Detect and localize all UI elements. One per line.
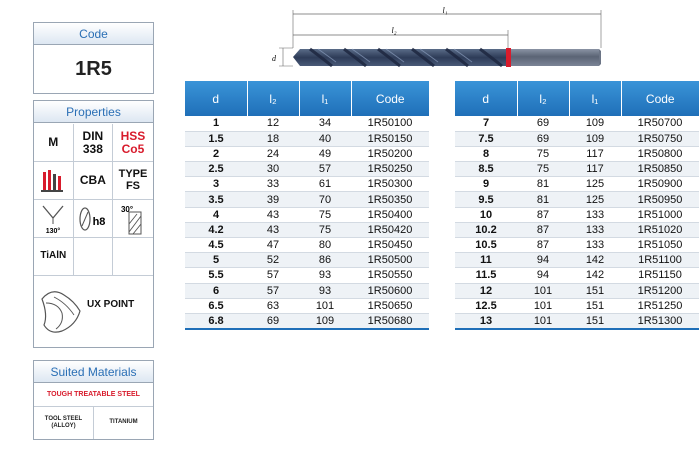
properties-panel (33, 100, 154, 348)
header-code: Code (621, 81, 699, 116)
cell-code: 1R50420 (351, 222, 429, 237)
cell-d: 10 (455, 207, 517, 222)
point-angle-icon (34, 200, 74, 238)
cell-d: 9.5 (455, 192, 517, 207)
type-line2: FS (125, 179, 140, 192)
header-l1: l₁ (569, 81, 621, 116)
cell-l2: 87 (517, 222, 569, 237)
cell-l1: 70 (299, 192, 351, 207)
cell-l1: 133 (569, 238, 621, 253)
cell-l2: 81 (517, 177, 569, 192)
table-row (185, 253, 429, 268)
l1-label: l₁ (442, 6, 448, 15)
properties-grid (34, 124, 153, 276)
cell-code: 1R50700 (621, 116, 699, 131)
code-panel (33, 22, 154, 94)
cell-code: 1R50650 (351, 298, 429, 313)
size-table-left (185, 81, 429, 330)
cell-d: 6 (185, 283, 247, 298)
cell-code: 1R50800 (621, 146, 699, 161)
cell-d: 2.5 (185, 162, 247, 177)
cell-d: 7.5 (455, 131, 517, 146)
cell-d: 10.5 (455, 238, 517, 253)
cell-l1: 133 (569, 222, 621, 237)
table-row (455, 298, 699, 313)
point-angle-label: 130° (46, 227, 61, 235)
table-row (185, 207, 429, 222)
cell-l2: 69 (517, 131, 569, 146)
hss-badge (113, 124, 153, 162)
cell-d: 12 (455, 283, 517, 298)
cell-l1: 142 (569, 268, 621, 283)
table-row (455, 116, 699, 131)
table-row (185, 222, 429, 237)
cell-l1: 109 (299, 313, 351, 328)
table-row (455, 162, 699, 177)
cell-d: 12.5 (455, 298, 517, 313)
d-label: d (272, 54, 276, 63)
cell-l2: 33 (247, 177, 299, 192)
material-tool-steel (34, 407, 94, 439)
product-code: 1R5 (75, 58, 112, 80)
cell-l1: 61 (299, 177, 351, 192)
cell-l1: 117 (569, 146, 621, 161)
table-row (455, 207, 699, 222)
cell-code: 1R51000 (621, 207, 699, 222)
cell-l2: 43 (247, 207, 299, 222)
cell-l1: 75 (299, 222, 351, 237)
cell-l1: 109 (569, 131, 621, 146)
cell-l1: 117 (569, 162, 621, 177)
size-table (455, 81, 699, 330)
cell-code: 1R51250 (621, 298, 699, 313)
cell-l1: 109 (569, 116, 621, 131)
cell-l2: 63 (247, 298, 299, 313)
type-badge (113, 162, 153, 200)
header-code: Code (351, 81, 429, 116)
cell-code: 1R50750 (621, 131, 699, 146)
cell-d: 4 (185, 207, 247, 222)
drill-red-ring (506, 48, 511, 67)
table-header-row (185, 81, 429, 116)
tool-steel-line2: (ALLOY) (51, 423, 76, 429)
suited-materials-panel (33, 360, 154, 440)
material-line1: HSS (120, 128, 146, 143)
cell-l2: 39 (247, 192, 299, 207)
cell-d: 1 (185, 116, 247, 131)
size-table (185, 81, 429, 330)
cell-d: 8 (455, 146, 517, 161)
cell-l1: 125 (569, 177, 621, 192)
cell-l2: 47 (247, 238, 299, 253)
table-row (185, 283, 429, 298)
cell-l1: 133 (569, 207, 621, 222)
cell-d: 7 (455, 116, 517, 131)
cell-l1: 93 (299, 283, 351, 298)
helix-angle-label: 30° (120, 204, 134, 214)
cell-code: 1R51150 (621, 268, 699, 283)
materials-row (34, 407, 153, 439)
material-tough-steel: TOUGH TREATABLE STEEL (34, 383, 153, 407)
cell-l2: 75 (517, 162, 569, 177)
tolerance-label: h8 (92, 215, 106, 228)
cell-code: 1R51300 (621, 313, 699, 328)
cell-d: 8.5 (455, 162, 517, 177)
cell-d: 5 (185, 253, 247, 268)
cell-d: 1.5 (185, 131, 247, 146)
cell-l2: 101 (517, 283, 569, 298)
drill-shank (511, 49, 599, 66)
cell-l2: 30 (247, 162, 299, 177)
cell-code: 1R51100 (621, 253, 699, 268)
header-l1: l₁ (299, 81, 351, 116)
cell-code: 1R50100 (351, 116, 429, 131)
material-titanium: TITANIUM (109, 419, 138, 426)
table-row (185, 192, 429, 207)
cell-l2: 69 (517, 116, 569, 131)
cell-d: 11.5 (455, 268, 517, 283)
empty-cell (113, 238, 153, 276)
standard-line1: DIN (82, 128, 104, 143)
table-row (455, 268, 699, 283)
cell-d: 5.5 (185, 268, 247, 283)
table-header-row (455, 81, 699, 116)
code-panel-title: Code (34, 23, 153, 45)
table-row (455, 222, 699, 237)
cell-l1: 142 (569, 253, 621, 268)
header-l2: l₂ (517, 81, 569, 116)
header-l2: l₂ (247, 81, 299, 116)
cell-d: 13 (455, 313, 517, 328)
cell-l1: 151 (569, 313, 621, 328)
l2-label: l₂ (391, 26, 397, 35)
cell-code: 1R51200 (621, 283, 699, 298)
cell-code: 1R50850 (621, 162, 699, 177)
cell-d: 6.8 (185, 313, 247, 328)
cell-l2: 94 (517, 253, 569, 268)
material-group: M (34, 124, 74, 162)
cell-l2: 87 (517, 207, 569, 222)
table-row (185, 298, 429, 313)
size-table-right (455, 81, 699, 330)
cell-l2: 87 (517, 238, 569, 253)
table-row (455, 238, 699, 253)
type-line1: TYPE (118, 167, 148, 180)
tolerance-icon (74, 200, 114, 238)
cell-code: 1R50500 (351, 253, 429, 268)
cell-code: 1R51050 (621, 238, 699, 253)
cell-code: 1R50680 (351, 313, 429, 328)
cell-l1: 125 (569, 192, 621, 207)
cell-code: 1R50450 (351, 238, 429, 253)
drill-flute-body (293, 49, 508, 66)
cell-d: 4.5 (185, 238, 247, 253)
properties-panel-title: Properties (34, 101, 153, 123)
helix-angle-icon (113, 200, 153, 238)
material-line2: Co5 (121, 141, 145, 156)
cell-l1: 86 (299, 253, 351, 268)
table-row (185, 177, 429, 192)
cell-l2: 12 (247, 116, 299, 131)
cell-l1: 151 (569, 283, 621, 298)
cell-l2: 81 (517, 192, 569, 207)
cell-code: 1R50900 (621, 177, 699, 192)
cell-l2: 24 (247, 146, 299, 161)
table-row (185, 268, 429, 283)
cell-l2: 43 (247, 222, 299, 237)
cell-l2: 69 (247, 313, 299, 328)
table-row (185, 313, 429, 328)
suited-materials-title: Suited Materials (34, 361, 153, 383)
cell-d: 4.2 (185, 222, 247, 237)
cell-d: 2 (185, 146, 247, 161)
coating-label: TiAlN (34, 238, 74, 276)
cell-d: 11 (455, 253, 517, 268)
cell-d: 3 (185, 177, 247, 192)
standard-badge (74, 124, 114, 162)
cell-l2: 57 (247, 283, 299, 298)
tool-steel-line1: TOOL STEEL (44, 415, 83, 422)
drill-drawing (262, 4, 612, 70)
cell-code: 1R50400 (351, 207, 429, 222)
cell-l2: 101 (517, 298, 569, 313)
cell-l1: 93 (299, 268, 351, 283)
cell-d: 9 (455, 177, 517, 192)
cell-code: 1R51020 (621, 222, 699, 237)
cell-l1: 57 (299, 162, 351, 177)
cell-code: 1R50600 (351, 283, 429, 298)
point-type-label: UX POINT (87, 299, 135, 310)
cell-l2: 75 (517, 146, 569, 161)
table-row (185, 146, 429, 161)
header-d: d (185, 81, 247, 116)
cell-l1: 101 (299, 298, 351, 313)
table-row (455, 177, 699, 192)
cell-code: 1R50300 (351, 177, 429, 192)
table-row (185, 238, 429, 253)
cell-l2: 94 (517, 268, 569, 283)
ux-point-icon (38, 281, 86, 343)
point-type-area (34, 277, 153, 347)
cell-code: 1R50550 (351, 268, 429, 283)
table-row (455, 313, 699, 328)
cell-code: 1R50950 (621, 192, 699, 207)
table-row (185, 116, 429, 131)
table-row (455, 192, 699, 207)
cell-l2: 18 (247, 131, 299, 146)
cell-l1: 151 (569, 298, 621, 313)
empty-cell (74, 238, 114, 276)
clamping-label: CBA (74, 162, 114, 200)
cell-l2: 101 (517, 313, 569, 328)
cell-d: 3.5 (185, 192, 247, 207)
standard-line2: 338 (82, 141, 103, 156)
cell-l1: 75 (299, 207, 351, 222)
cell-l1: 40 (299, 131, 351, 146)
cell-l2: 52 (247, 253, 299, 268)
cell-d: 6.5 (185, 298, 247, 313)
cell-code: 1R50250 (351, 162, 429, 177)
table-row (455, 146, 699, 161)
cell-l1: 49 (299, 146, 351, 161)
cell-l1: 80 (299, 238, 351, 253)
table-row (455, 283, 699, 298)
cell-code: 1R50150 (351, 131, 429, 146)
cell-code: 1R50350 (351, 192, 429, 207)
cell-l2: 57 (247, 268, 299, 283)
table-row (455, 253, 699, 268)
cell-d: 10.2 (455, 222, 517, 237)
header-d: d (455, 81, 517, 116)
table-row (455, 131, 699, 146)
cell-l1: 34 (299, 116, 351, 131)
table-row (185, 162, 429, 177)
cell-code: 1R50200 (351, 146, 429, 161)
shank-tolerance-icon (34, 162, 74, 200)
table-row (185, 131, 429, 146)
